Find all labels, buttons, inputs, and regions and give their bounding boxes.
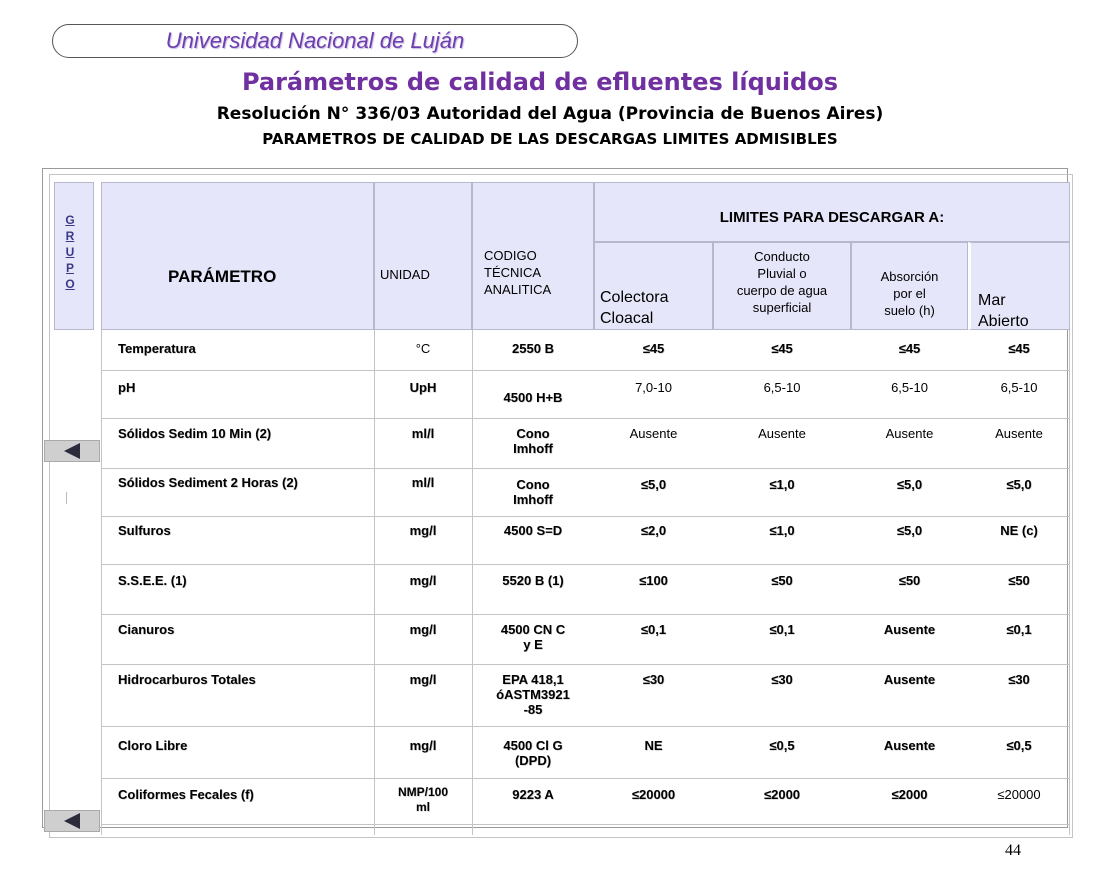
row-colectora: ≤5,0 (640, 477, 667, 492)
row-parametro: pH (118, 380, 136, 395)
grid-line (101, 726, 1070, 727)
grid-line (101, 418, 1070, 419)
row-mar: ≤30 (1008, 672, 1030, 687)
header-unidad-cell (374, 182, 472, 330)
row-conducto: ≤45 (771, 341, 793, 356)
row-codigo: 4500 CN C y E (500, 622, 566, 652)
grid-line (101, 370, 1070, 371)
row-parametro: Sólidos Sedim 10 Min (2) (118, 426, 272, 441)
grid-line (101, 564, 1070, 565)
row-colectora: 7,0-10 (635, 380, 672, 395)
header-parametro-cell (101, 182, 374, 330)
row-colectora: ≤20000 (631, 787, 676, 802)
row-absorcion: ≤50 (898, 573, 921, 588)
header-unidad: UNIDAD (380, 267, 430, 282)
row-absorcion: Ausente (885, 426, 934, 441)
row-absorcion: 6,5-10 (891, 380, 928, 395)
grid-line (101, 614, 1070, 615)
page-subtitle: Resolución N° 336/03 Autoridad del Agua (Provincia de Buenos Aires) (216, 104, 884, 124)
grid-line (101, 330, 102, 835)
row-codigo: 4500 H+B (503, 390, 563, 405)
row-codigo: 4500 S=D (503, 523, 563, 538)
row-unidad: mg/l (409, 573, 437, 588)
row-absorcion: ≤5,0 (896, 477, 923, 492)
row-unidad: mg/l (409, 738, 437, 753)
row-conducto: Ausente (758, 426, 806, 441)
row-mar: ≤5,0 (1006, 477, 1032, 492)
row-unidad: mg/l (409, 523, 437, 538)
row-codigo: Cono Imhoff (513, 477, 553, 507)
row-absorcion: Ausente (883, 622, 936, 637)
row-unidad: mg/l (409, 672, 437, 687)
page-title: Parámetros de calidad de efluentes líquidos (241, 68, 839, 96)
row-colectora: NE (644, 738, 663, 753)
row-colectora: ≤45 (642, 341, 665, 356)
row-parametro: Sólidos Sediment 2 Horas (2) (118, 475, 298, 490)
row-absorcion: ≤45 (898, 341, 921, 356)
row-codigo: 5520 B (1) (502, 573, 564, 588)
grid-line (101, 468, 1070, 469)
row-codigo: EPA 418,1 óASTM3921 -85 (496, 672, 570, 717)
row-colectora: ≤0,1 (640, 622, 667, 637)
row-mar: ≤0,5 (1006, 738, 1032, 753)
row-absorcion: ≤2000 (891, 787, 928, 802)
row-colectora: ≤30 (642, 672, 665, 687)
row-conducto: 6,5-10 (763, 380, 801, 395)
row-conducto: ≤2000 (763, 787, 801, 802)
row-mar: NE (c) (1000, 523, 1038, 538)
row-unidad: UpH (409, 380, 437, 395)
triangle-left-icon (64, 443, 80, 459)
row-conducto: ≤0,5 (769, 738, 795, 753)
previous-slide-button[interactable] (44, 440, 100, 462)
row-absorcion: ≤5,0 (896, 523, 923, 538)
header-codigo: CODIGO TÉCNICA ANALITICA (484, 248, 552, 297)
row-absorcion: Ausente (883, 738, 936, 753)
header-limites: LIMITES PARA DESCARGAR A: (719, 209, 945, 226)
row-mar: ≤45 (1008, 341, 1030, 356)
row-parametro: Sulfuros (118, 523, 171, 538)
previous-slide-button-bottom[interactable] (44, 810, 100, 832)
row-unidad: ml/l (411, 475, 435, 490)
row-mar: ≤20000 (997, 787, 1041, 802)
row-conducto: ≤1,0 (769, 523, 795, 538)
grid-line (101, 516, 1070, 517)
row-unidad: °C (415, 341, 431, 356)
row-absorcion: Ausente (883, 672, 936, 687)
row-unidad: ml/l (411, 426, 435, 441)
row-codigo: 2550 B (512, 341, 554, 356)
triangle-left-icon (64, 813, 80, 829)
row-parametro: Temperatura (118, 341, 196, 356)
header-parametro: PARÁMETRO (168, 267, 277, 286)
cursor-marker (66, 492, 67, 504)
row-colectora: ≤100 (639, 573, 668, 588)
header-conducto: Conducto Pluvial o cuerpo de agua superficial (736, 249, 828, 315)
header-colectora: Colectora Cloacal (600, 289, 669, 327)
row-codigo: Cono Imhoff (513, 426, 553, 456)
row-conducto: ≤50 (771, 573, 793, 588)
university-header (52, 24, 578, 58)
row-mar: ≤50 (1008, 573, 1030, 588)
row-mar: Ausente (995, 426, 1043, 441)
row-conducto: ≤0,1 (769, 622, 795, 637)
row-parametro: Coliformes Fecales (f) (118, 787, 254, 802)
grid-line (101, 664, 1070, 665)
row-mar: ≤0,1 (1006, 622, 1032, 637)
row-parametro: Cloro Libre (118, 738, 188, 753)
page-number: 44 (1005, 842, 1021, 859)
row-parametro: Hidrocarburos Totales (118, 672, 256, 687)
row-colectora: ≤2,0 (640, 523, 667, 538)
row-parametro: S.S.E.E. (1) (118, 573, 187, 588)
row-codigo: 9223 A (512, 787, 554, 802)
row-parametro: Cianuros (118, 622, 175, 637)
university-name: Universidad Nacional de Luján (165, 28, 465, 53)
header-grupo: G R U P O (65, 213, 75, 291)
header-mar: Mar Abierto (978, 292, 1029, 330)
row-unidad: NMP/100 ml (397, 785, 449, 814)
row-conducto: ≤1,0 (769, 477, 795, 492)
grid-line (101, 778, 1070, 779)
grid-line (101, 824, 1070, 825)
row-colectora: Ausente (629, 426, 678, 441)
row-codigo: 4500 Cl G (DPD) (503, 738, 563, 768)
table-caption: PARAMETROS DE CALIDAD DE LAS DESCARGAS LIMITES ADMISIBLES (262, 130, 838, 148)
row-unidad: mg/l (409, 622, 437, 637)
header-absorcion: Absorción por el suelo (h) (880, 269, 939, 318)
row-mar: 6,5-10 (1000, 380, 1038, 395)
row-conducto: ≤30 (771, 672, 793, 687)
